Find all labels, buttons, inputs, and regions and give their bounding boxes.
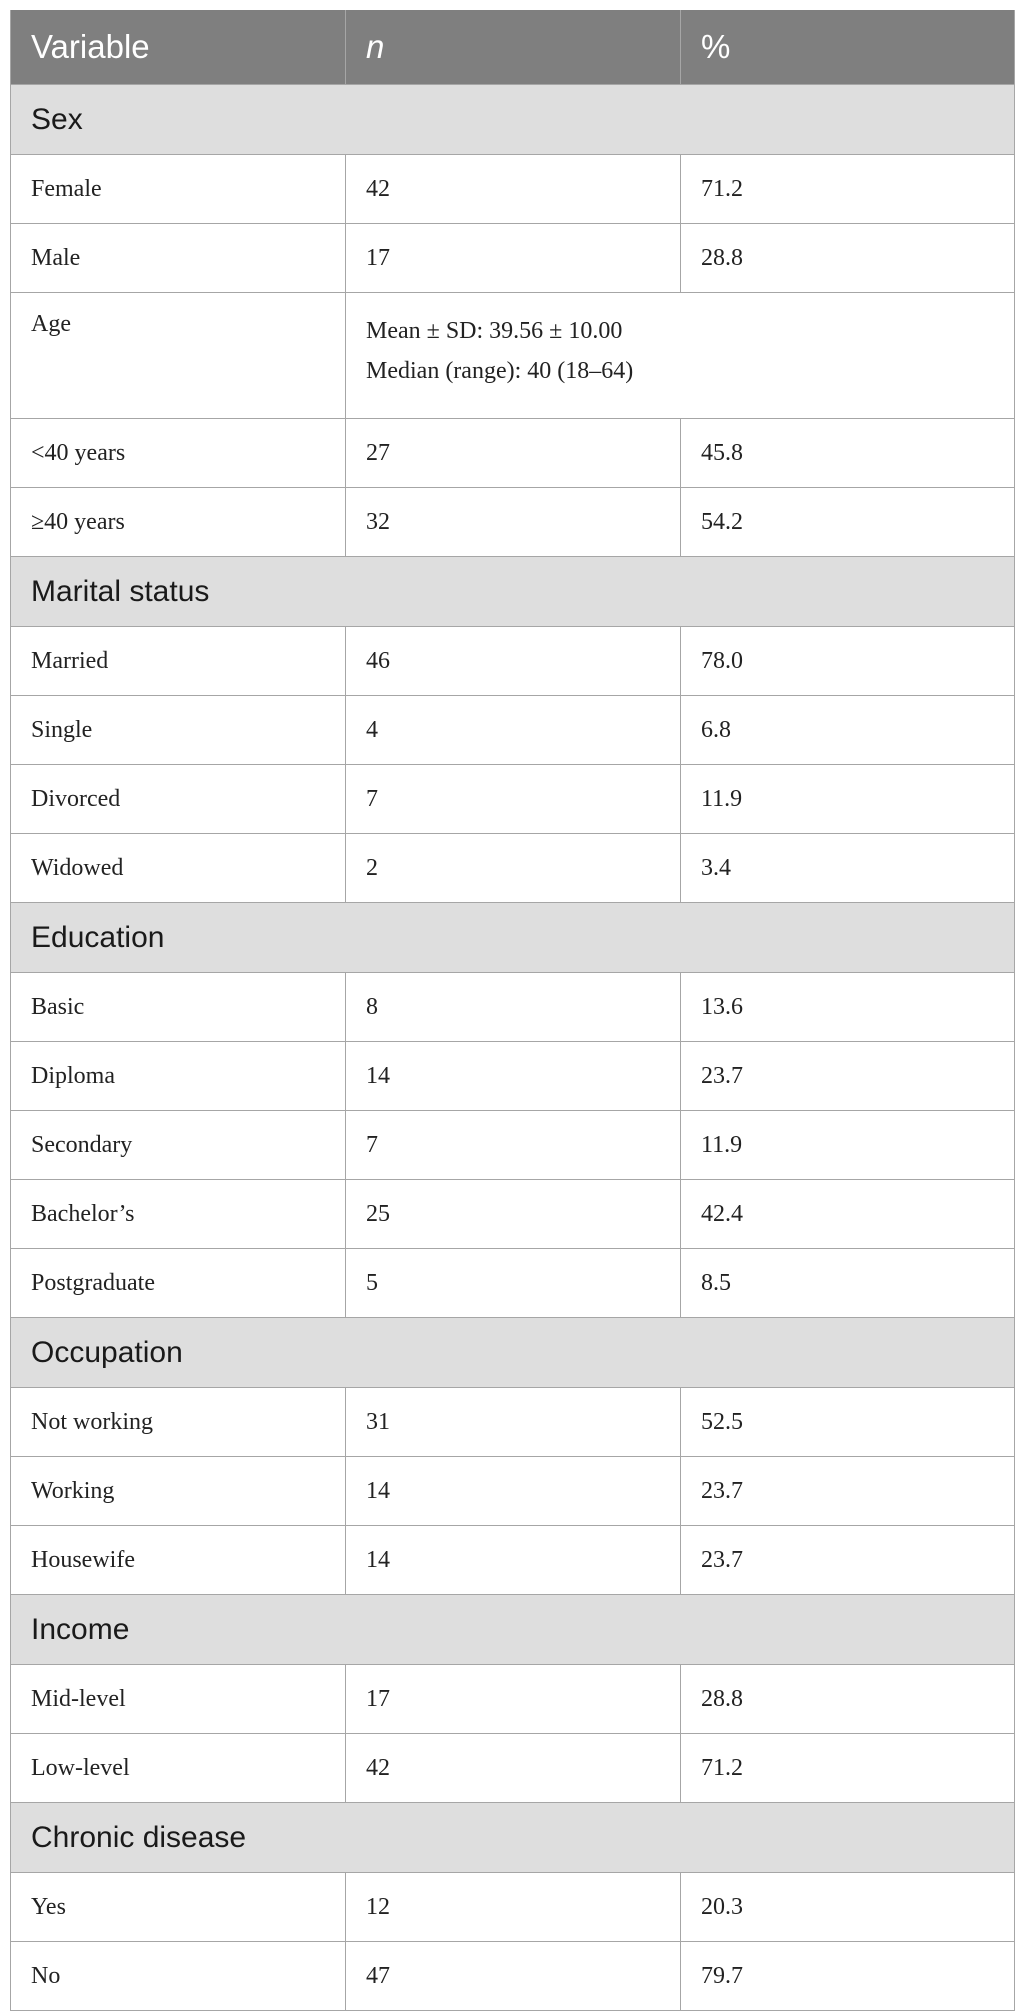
table-container xyxy=(10,10,1014,2011)
row-n: 25 xyxy=(346,1180,681,1249)
table-row xyxy=(11,1526,1015,1595)
row-label: Widowed xyxy=(11,834,346,903)
section-row-income xyxy=(11,1595,1015,1665)
row-n: 17 xyxy=(346,224,681,293)
row-n: 46 xyxy=(346,627,681,696)
table-row-age xyxy=(11,293,1015,419)
row-n: 47 xyxy=(346,1942,681,2011)
row-percent: 23.7 xyxy=(681,1042,1015,1111)
section-row-sex xyxy=(11,85,1015,155)
table-row xyxy=(11,1942,1015,2011)
row-n: 17 xyxy=(346,1665,681,1734)
row-n: 31 xyxy=(346,1388,681,1457)
demographics-table xyxy=(10,10,1015,2011)
row-n: 42 xyxy=(346,1734,681,1803)
table-row xyxy=(11,1388,1015,1457)
row-label: No xyxy=(11,1942,346,2011)
table-row xyxy=(11,1665,1015,1734)
table-row xyxy=(11,1249,1015,1318)
row-label: Single xyxy=(11,696,346,765)
section-row-education xyxy=(11,903,1015,973)
row-label: Working xyxy=(11,1457,346,1526)
row-n: 27 xyxy=(346,419,681,488)
row-percent: 54.2 xyxy=(681,488,1015,557)
row-label: Diploma xyxy=(11,1042,346,1111)
table-row xyxy=(11,1873,1015,1942)
table-row xyxy=(11,1111,1015,1180)
table-row xyxy=(11,488,1015,557)
row-n: 5 xyxy=(346,1249,681,1318)
row-label: Secondary xyxy=(11,1111,346,1180)
age-summary xyxy=(346,293,1015,419)
row-label: Not working xyxy=(11,1388,346,1457)
section-row-occupation xyxy=(11,1318,1015,1388)
row-percent: 11.9 xyxy=(681,1111,1015,1180)
row-n: 4 xyxy=(346,696,681,765)
row-label: ≥40 years xyxy=(11,488,346,557)
table-row xyxy=(11,973,1015,1042)
row-percent: 3.4 xyxy=(681,834,1015,903)
section-title: Marital status xyxy=(11,557,1015,627)
table-row xyxy=(11,627,1015,696)
table-row xyxy=(11,155,1015,224)
row-label: Mid-level xyxy=(11,1665,346,1734)
row-label: Postgraduate xyxy=(11,1249,346,1318)
row-n: 8 xyxy=(346,973,681,1042)
row-percent: 45.8 xyxy=(681,419,1015,488)
section-title: Sex xyxy=(11,85,1015,155)
age-mean-sd: Mean ± SD: 39.56 ± 10.00 xyxy=(366,318,623,344)
row-percent: 28.8 xyxy=(681,1665,1015,1734)
section-title: Chronic disease xyxy=(11,1803,1015,1873)
row-percent: 71.2 xyxy=(681,1734,1015,1803)
row-n: 14 xyxy=(346,1526,681,1595)
row-percent: 79.7 xyxy=(681,1942,1015,2011)
section-row-chronic-disease xyxy=(11,1803,1015,1873)
row-label: Age xyxy=(11,293,346,419)
row-label: Housewife xyxy=(11,1526,346,1595)
row-percent: 23.7 xyxy=(681,1526,1015,1595)
row-label: Basic xyxy=(11,973,346,1042)
row-label: Low-level xyxy=(11,1734,346,1803)
header-percent: % xyxy=(681,10,1015,85)
row-n: 32 xyxy=(346,488,681,557)
section-row-marital-status xyxy=(11,557,1015,627)
row-n: 7 xyxy=(346,1111,681,1180)
table-row xyxy=(11,1734,1015,1803)
section-title: Occupation xyxy=(11,1318,1015,1388)
row-label: Female xyxy=(11,155,346,224)
row-label: Bachelor’s xyxy=(11,1180,346,1249)
header-n: n xyxy=(346,10,681,85)
row-percent: 42.4 xyxy=(681,1180,1015,1249)
row-percent: 8.5 xyxy=(681,1249,1015,1318)
table-row xyxy=(11,1457,1015,1526)
table-row xyxy=(11,834,1015,903)
row-n: 2 xyxy=(346,834,681,903)
table-row xyxy=(11,696,1015,765)
row-percent: 28.8 xyxy=(681,224,1015,293)
row-percent: 11.9 xyxy=(681,765,1015,834)
row-n: 14 xyxy=(346,1457,681,1526)
row-n: 12 xyxy=(346,1873,681,1942)
table-row xyxy=(11,224,1015,293)
row-percent: 13.6 xyxy=(681,973,1015,1042)
table-row xyxy=(11,765,1015,834)
row-percent: 71.2 xyxy=(681,155,1015,224)
table-row xyxy=(11,419,1015,488)
row-label: Divorced xyxy=(11,765,346,834)
row-n: 42 xyxy=(346,155,681,224)
row-percent: 6.8 xyxy=(681,696,1015,765)
row-label: Yes xyxy=(11,1873,346,1942)
row-percent: 20.3 xyxy=(681,1873,1015,1942)
table-row xyxy=(11,1180,1015,1249)
age-median-range: Median (range): 40 (18–64) xyxy=(366,358,634,384)
table-header-row xyxy=(11,10,1015,85)
row-percent: 23.7 xyxy=(681,1457,1015,1526)
row-n: 14 xyxy=(346,1042,681,1111)
row-label: <40 years xyxy=(11,419,346,488)
row-percent: 78.0 xyxy=(681,627,1015,696)
row-label: Male xyxy=(11,224,346,293)
section-title: Education xyxy=(11,903,1015,973)
header-variable: Variable xyxy=(11,10,346,85)
row-n: 7 xyxy=(346,765,681,834)
row-label: Married xyxy=(11,627,346,696)
table-row xyxy=(11,1042,1015,1111)
row-percent: 52.5 xyxy=(681,1388,1015,1457)
section-title: Income xyxy=(11,1595,1015,1665)
